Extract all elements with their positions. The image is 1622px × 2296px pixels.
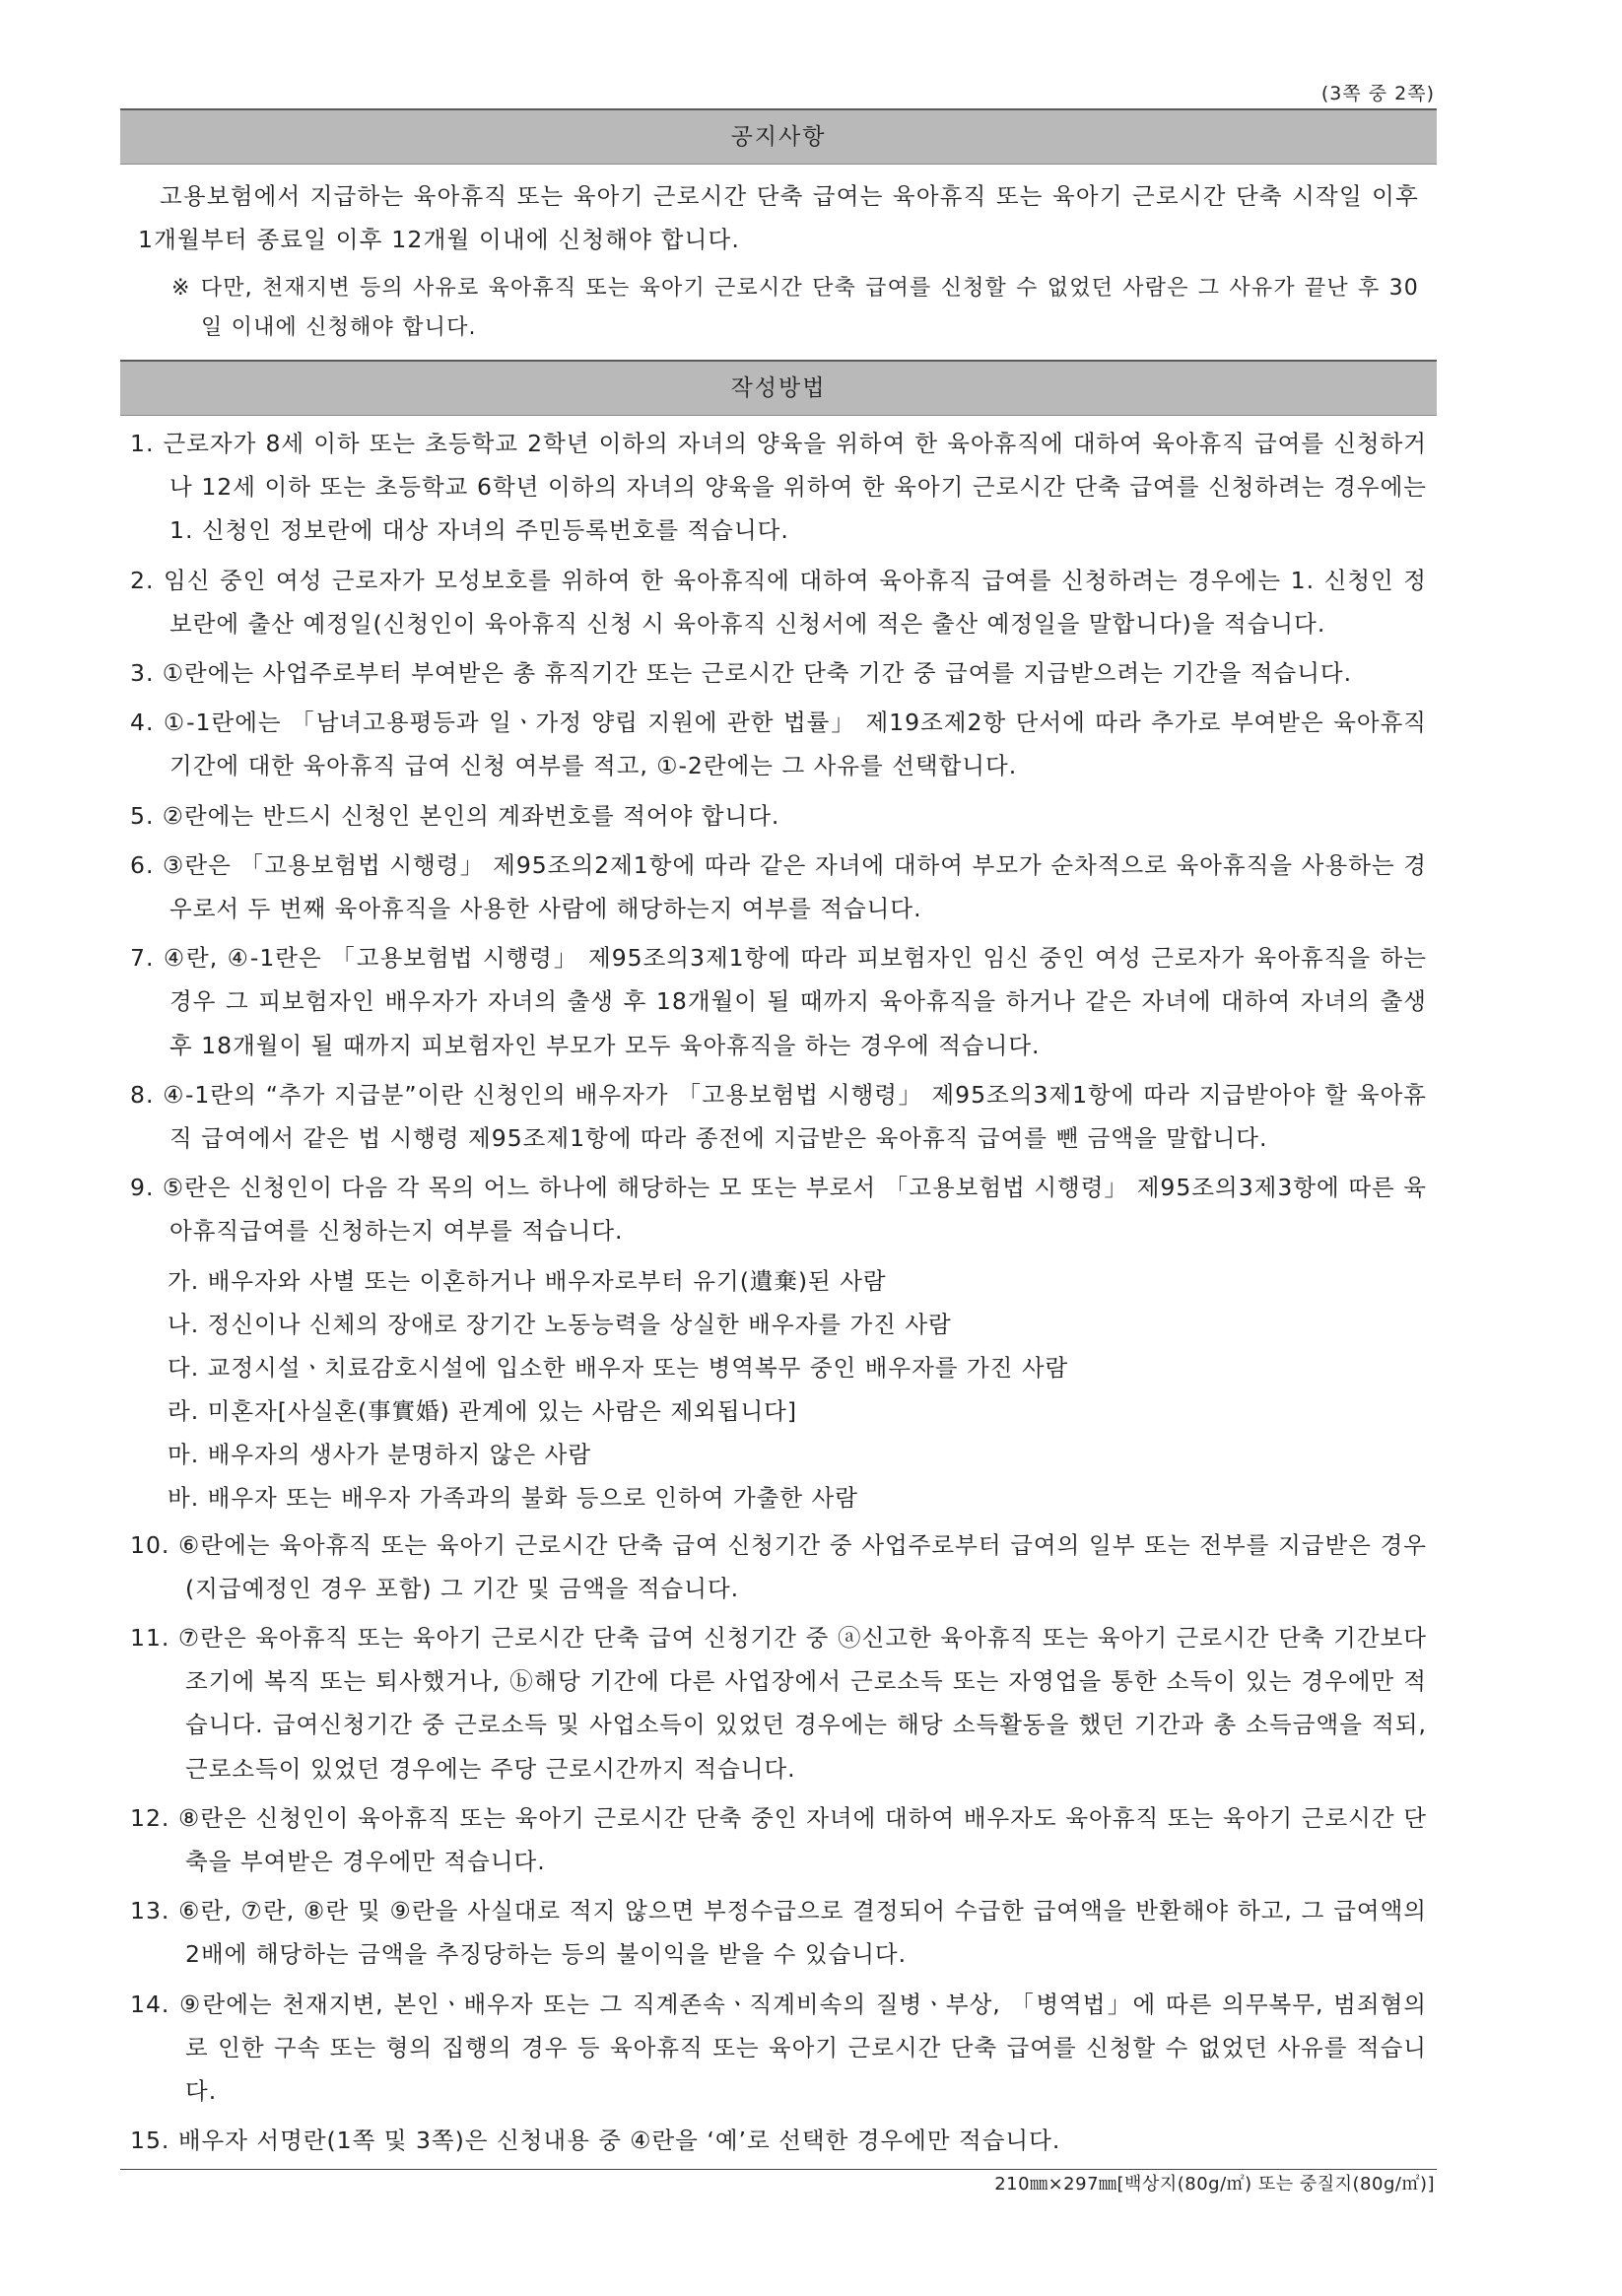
notice-paragraph: 고용보험에서 지급하는 육아휴직 또는 육아기 근로시간 단축 급여는 육아휴직 또는 육아기 근로시간 단축 시작일 이후 1개월부터 종료일 이후 12개월 이내에 신청해야 합니다.: [138, 182, 1419, 253]
instruction-item: 14. ⑨란에는 천재지변, 본인ㆍ배우자 또는 그 직계존속ㆍ직계비속의 질병ㆍ부상, 「병역법」에 따른 의무복무, 범죄혐의로 인한 구속 또는 형의 집행의 경우 등 육아휴직 또는 육아기 근로시간 단축 급여를 신청할 수 없었던 사유를 적습니다.: [130, 1990, 1427, 2106]
instruction-item: 10. ⑥란에는 육아휴직 또는 육아기 근로시간 단축 급여 신청기간 중 사업주로부터 급여의 일부 또는 전부를 지급받은 경우(지급예정인 경우 포함) 그 기간 및 금액을 적습니다.: [130, 1530, 1427, 1602]
instruction-item: 7. ④란, ④-1란은 「고용보험법 시행령」 제95조의3제1항에 따라 피보험자인 임신 중인 여성 근로자가 육아휴직을 하는 경우 그 피보험자인 배우자가 자녀의 출생 후 18개월이 될 때까지 육아휴직을 하거나 같은 자녀에 대하여 자녀의 출생 후 18개월이 될 때까지 피보험자인 부모가 모두 육아휴직을 하는 경우에 적습니다.: [130, 944, 1427, 1059]
instructions-heading: 작성방법: [120, 360, 1437, 416]
instructions-list: [120, 416, 1437, 2163]
instruction-item: 3. ①란에는 사업주로부터 부여받은 총 휴직기간 또는 근로시간 단축 기간 중 급여를 지급받으려는 기간을 적습니다.: [130, 659, 1353, 688]
instruction-item: 12. ⑧란은 신청인이 육아휴직 또는 육아기 근로시간 단축 중인 자녀에 대하여 배우자도 육아휴직 또는 육아기 근로시간 단축을 부여받은 경우에만 적습니다.: [130, 1803, 1427, 1876]
notice-heading: 공지사항: [120, 108, 1437, 165]
instruction-item: 1. 근로자가 8세 이하 또는 초등학교 2학년 이하의 자녀의 양육을 위하여 한 육아휴직에 대하여 육아휴직 급여를 신청하거나 12세 이하 또는 초등학교 6학년 이하의 자녀의 양육을 위하여 한 육아기 근로시간 단축 급여를 신청하려는 경우에는 1. 신청인 정보란에 대상 자녀의 주민등록번호를 적습니다.: [130, 430, 1427, 545]
instruction-item: 5. ②란에는 반드시 신청인 본인의 계좌번호를 적어야 합니다.: [130, 801, 780, 830]
document-page: [120, 79, 1437, 2199]
instruction-item: 9. ⑤란은 신청인이 다음 각 목의 어느 하나에 해당하는 모 또는 부로서 「고용보험법 시행령」 제95조의3제3항에 따른 육아휴직급여를 신청하는지 여부를 적습니다.: [130, 1174, 1427, 1246]
instruction-sub-item: 다. 교정시설ㆍ치료감호시설에 입소한 배우자 또는 병역복무 중인 배우자를 가진 사람: [168, 1353, 1069, 1382]
instruction-item: 8. ④-1란의 “추가 지급분”이란 신청인의 배우자가 「고용보험법 시행령」 제95조의3제1항에 따라 지급받아야 할 육아휴직 급여에서 같은 법 시행령 제95조제1항에 따라 종전에 지급받은 육아휴직 급여를 뺀 금액을 말합니다.: [130, 1080, 1427, 1153]
paper-spec: 210㎜×297㎜[백상지(80g/㎡) 또는 중질지(80g/㎡)]: [994, 2173, 1435, 2195]
instruction-sub-item: 나. 정신이나 신체의 장애로 장기간 노동능력을 상실한 배우자를 가진 사람: [168, 1310, 952, 1338]
instruction-item: 6. ③란은 「고용보험법 시행령」 제95조의2제1항에 따라 같은 자녀에 대하여 부모가 순차적으로 육아휴직을 사용하는 경우로서 두 번째 육아휴직을 사용한 사람에 해당하는지 여부를 적습니다.: [130, 850, 1427, 923]
instruction-item: 15. 배우자 서명란(1쪽 및 3쪽)은 신청내용 중 ④란을 ‘예’로 선택한 경우에만 적습니다.: [130, 2127, 1061, 2155]
instruction-item: 13. ⑥란, ⑦란, ⑧란 및 ⑨란을 사실대로 적지 않으면 부정수급으로 결정되어 수급한 급여액을 반환해야 하고, 그 급여액의 2배에 해당하는 금액을 추징당하는 등의 불이익을 받을 수 있습니다.: [130, 1897, 1427, 1969]
instruction-sub-item: 가. 배우자와 사별 또는 이혼하거나 배우자로부터 유기(遺棄)된 사람: [168, 1266, 887, 1295]
notice-section: [120, 165, 1437, 354]
instruction-item: 2. 임신 중인 여성 근로자가 모성보호를 위하여 한 육아휴직에 대하여 육아휴직 급여를 신청하려는 경우에는 1. 신청인 정보란에 출산 예정일(신청인이 육아휴직 신청 시 육아휴직 신청서에 적은 출산 예정일을 말합니다)을 적습니다.: [130, 566, 1427, 638]
instruction-sub-item: 바. 배우자 또는 배우자 가족과의 불화 등으로 인하여 가출한 사람: [168, 1483, 858, 1512]
instruction-item: 11. ⑦란은 육아휴직 또는 육아기 근로시간 단축 급여 신청기간 중 ⓐ신고한 육아휴직 또는 육아기 근로시간 단축 기간보다 조기에 복직 또는 퇴사했거나, ⓑ해당 기간에 다른 사업장에서 근로소득 또는 자영업을 통한 소득이 있는 경우에만 적습니다. 급여신청기간 중 근로소득 및 사업소득이 있었던 경우에는 해당 소득활동을 했던 기간과 총 소득금액을 적되, 근로소득이 있었던 경우에는 주당 근로시간까지 적습니다.: [130, 1624, 1427, 1783]
instruction-sub-item: 라. 미혼자[사실혼(事實婚) 관계에 있는 사람은 제외됩니다]: [168, 1396, 798, 1425]
page-indicator: (3쪽 중 2쪽): [1320, 83, 1435, 104]
instruction-item: 4. ①-1란에는 「남녀고용평등과 일ㆍ가정 양립 지원에 관한 법률」 제19조제2항 단서에 따라 추가로 부여받은 육아휴직 기간에 대한 육아휴직 급여 신청 여부를 적고, ①-2란에는 그 사유를 선택합니다.: [130, 709, 1427, 780]
instruction-sub-item: 마. 배우자의 생사가 분명하지 않은 사람: [168, 1440, 592, 1468]
notice-note: ※ 다만, 천재지변 등의 사유로 육아휴직 또는 육아기 근로시간 단축 급여를 신청할 수 없었던 사람은 그 사유가 끝난 후 30일 이내에 신청해야 합니다.: [171, 276, 1419, 340]
